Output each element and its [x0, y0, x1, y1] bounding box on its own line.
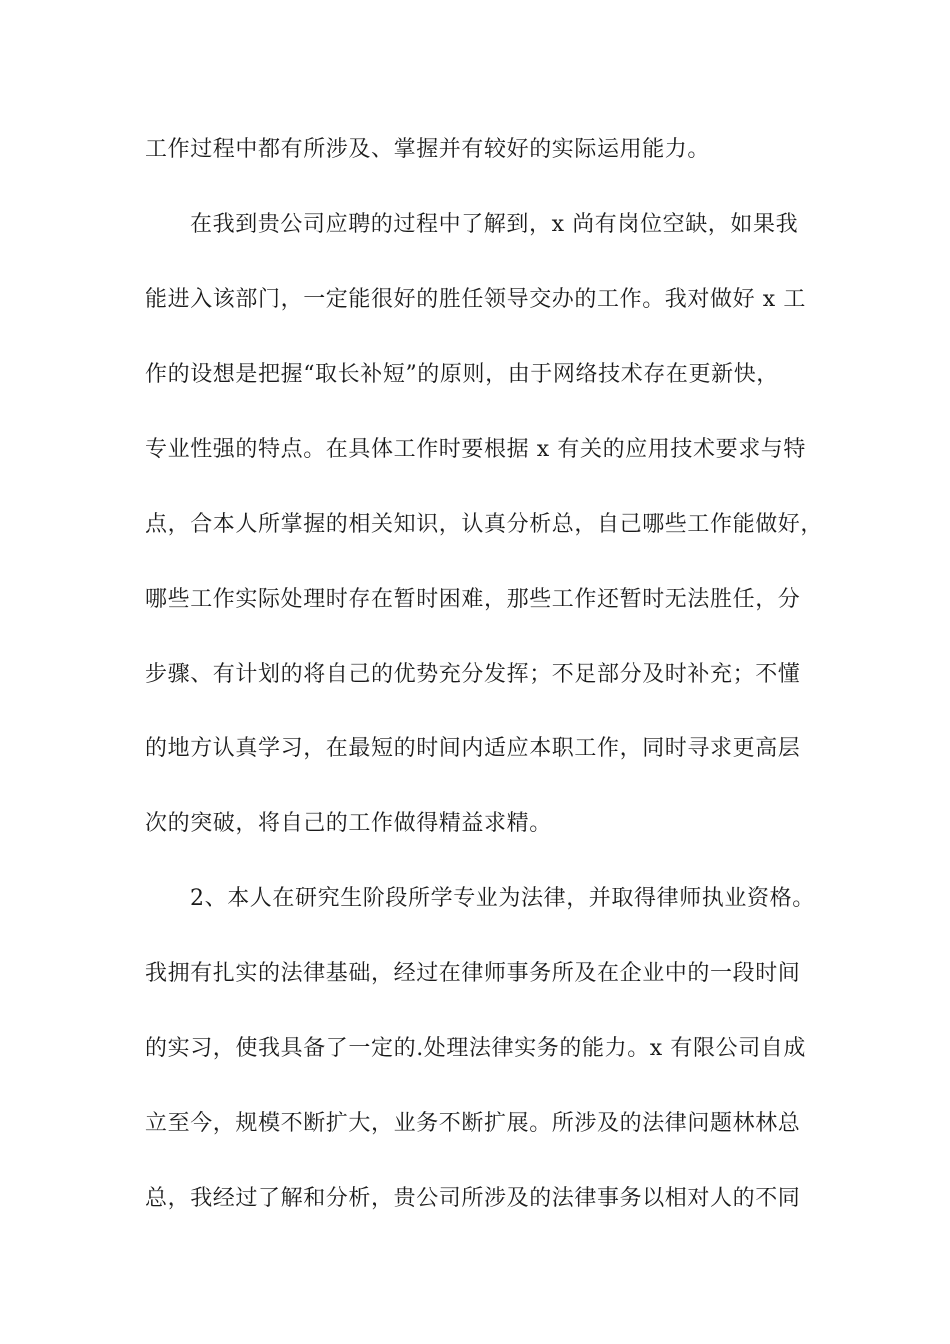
text-line: 点，合本人所掌握的相关知识，认真分析总，自己哪些工作能做好，: [145, 512, 824, 537]
text-line: 我拥有扎实的法律基础，经过在律师事务所及在企业中的一段时间: [145, 961, 801, 986]
text-line: 专业性强的特点。在具体工作时要根据 x 有关的应用技术要求与特: [145, 437, 806, 462]
text-line: 作的设想是把握“取长补短”的原则，由于网络技术存在更新快，: [145, 362, 779, 387]
text-line: 立至今，规模不断扩大，业务不断扩展。所涉及的法律问题林林总: [145, 1111, 801, 1136]
text-line: 的实习，使我具备了一定的.处理法律实务的能力。x 有限公司自成: [145, 1036, 806, 1061]
paragraph-start-line: 2、本人在研究生阶段所学专业为法律，并取得律师执业资格。: [190, 886, 815, 911]
text-line: 能进入该部门，一定能很好的胜任领导交办的工作。我对做好 x 工: [145, 287, 806, 312]
text-line: 工作过程中都有所涉及、掌握并有较好的实际运用能力。: [145, 137, 711, 162]
text-line: 哪些工作实际处理时存在暂时困难，那些工作还暂时无法胜任，分: [145, 587, 801, 612]
text-line: 总，我经过了解和分析，贵公司所涉及的法律事务以相对人的不同: [145, 1186, 801, 1211]
paragraph-start-line: 在我到贵公司应聘的过程中了解到，x 尚有岗位空缺，如果我: [190, 212, 799, 237]
text-line: 的地方认真学习，在最短的时间内适应本职工作，同时寻求更高层: [145, 736, 801, 761]
text-line: 步骤、有计划的将自己的优势充分发挥；不足部分及时补充；不懂: [145, 662, 801, 687]
text-line: 次的突破，将自己的工作做得精益求精。: [145, 811, 552, 836]
